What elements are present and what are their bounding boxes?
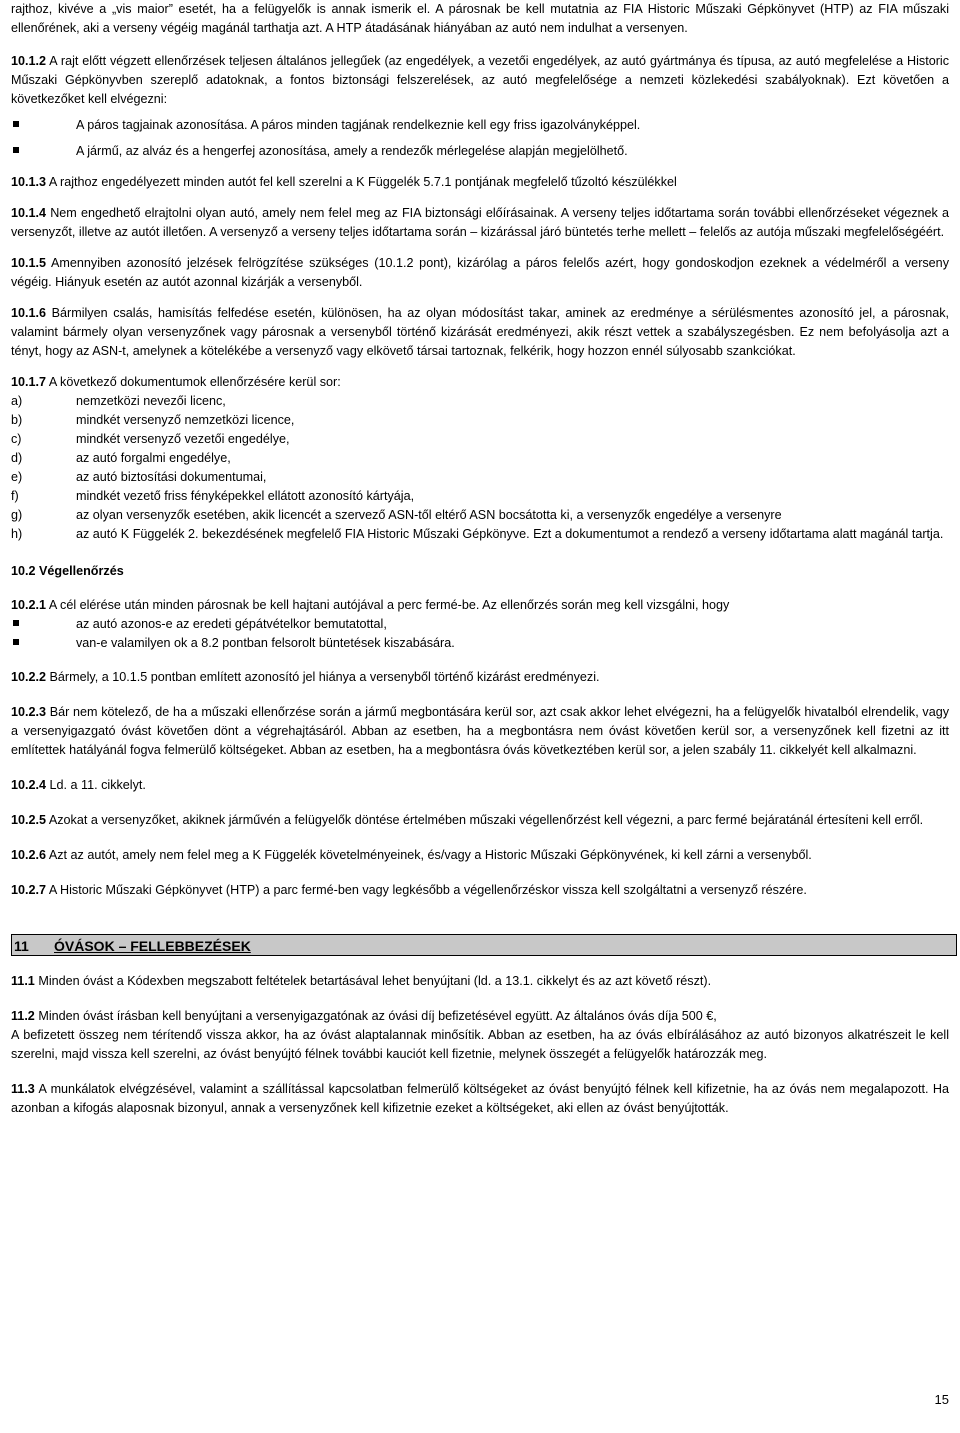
list-item <box>11 392 949 411</box>
clause-text: A rajt előtt végzett ellenőrzések teljesen általános jellegűek (az engedélyek, a vezetői engedélyek, az autó gyártmánya és típusa, az autó megfelelése a Historic Műszaki Gépkönyvben szereplő adatoknak, a fontos biztonsági felszerelések, az autó megfelelősége a nemzeti közlekedési szabályoknak). Ezt követően a következőket kell elvégezni: <box>11 54 949 106</box>
list-item <box>11 487 949 506</box>
document-page <box>11 0 949 1118</box>
clause-10-1-7 <box>11 373 949 392</box>
list-text: az autó forgalmi engedélye, <box>76 451 231 465</box>
clause-number: 10.1.6 <box>11 306 47 320</box>
page-number: 15 <box>934 1392 949 1407</box>
clause-10-2-6 <box>11 846 949 865</box>
list-letter: d) <box>11 451 23 465</box>
clause-number: 11.1 <box>11 974 35 988</box>
clause-10-2-5 <box>11 811 949 830</box>
clause-text: Bármely, a 10.1.5 pontban említett azonosító jel hiánya a versenyből történő kizárást eredményezi. <box>49 670 600 684</box>
clause-text: Minden óvást a Kódexben megszabott feltételek betartásával lehet benyújtani (ld. a 13.1. cikkelyt és az azt követő részt). <box>38 974 712 988</box>
clause-number: 10.2.6 <box>11 848 47 862</box>
clause-number: 11.2 <box>11 1009 35 1023</box>
clause-10-2-7 <box>11 881 949 900</box>
clause-number: 10.2.3 <box>11 705 47 719</box>
list-text: az autó biztosítási dokumentumai, <box>76 470 267 484</box>
clause-text: Azt az autót, amely nem felel meg a K Függelék követelményeinek, és/vagy a Historic Műszaki Gépkönyvének, ki kell zárni a versenyből. <box>48 848 812 862</box>
clause-number: 10.1.4 <box>11 206 47 220</box>
clause-text: A munkálatok elvégzésével, valamint a szállítással kapcsolatban felmerülő költségeket az óvást benyújtó félnek kell kifizetnie, ha az óvás nem megalapozott. Ha azonban a kifogás alaposnak bizonyul, annak a versenyzőnek kell kifizetnie ezeket a költségeket, aki ellen az óvást benyújtották. <box>11 1082 949 1115</box>
clause-number: 11.3 <box>11 1082 35 1096</box>
clause-10-1-4 <box>11 204 949 242</box>
clause-number: 10.1.3 <box>11 175 47 189</box>
list-item <box>11 411 949 430</box>
clause-11-2 <box>11 1007 949 1026</box>
list-letter: e) <box>11 470 23 484</box>
clause-text: A cél elérése után minden párosnak be kell hajtani autójával a perc fermé-be. Az ellenőrzés során meg kell vizsgálni, hogy <box>48 598 730 612</box>
list-text: mindkét vezető friss fényképekkel ellátott azonosító kártyája, <box>76 489 415 503</box>
list-item: van-e valamilyen ok a 8.2 pontban felsorolt büntetések kiszabására. <box>11 634 949 653</box>
clause-number: 10.2.4 <box>11 778 47 792</box>
section-11-heading <box>11 934 957 956</box>
list-letter: g) <box>11 508 23 522</box>
clause-number: 10.1.2 <box>11 54 47 68</box>
section-10-2-heading: 10.2 Végellenőrzés <box>11 564 124 578</box>
list-item <box>11 506 949 525</box>
list-item <box>11 468 949 487</box>
clause-number: 10.2.5 <box>11 813 47 827</box>
clause-number: 10.1.7 <box>11 375 47 389</box>
clause-10-2-1 <box>11 596 949 615</box>
list-letter: f) <box>11 489 19 503</box>
bullet-list <box>11 116 949 161</box>
clause-10-1-5 <box>11 254 949 292</box>
clause-10-1-6 <box>11 304 949 361</box>
list-text: nemzetközi nevezői licenc, <box>76 394 226 408</box>
list-letter: a) <box>11 394 23 408</box>
list-item: az autó azonos-e az eredeti gépátvételkor bemutatottal, <box>11 615 949 634</box>
lettered-list <box>11 392 949 544</box>
clause-11-1 <box>11 972 949 991</box>
clause-10-2-2 <box>11 668 949 687</box>
clause-text: Minden óvást írásban kell benyújtani a versenyigazgatónak az óvási díj befizetésével együtt. Az általános óvás díja 500 €, <box>38 1009 717 1023</box>
clause-text: Amennyiben azonosító jelzések felrögzítése szükséges (10.1.2 pont), kizárólag a páros felelős azért, hogy gondoskodjon ezeknek a védelméről a verseny végéig. Hiányuk esetén az autót azonnal kizárják a versenyből. <box>11 256 949 289</box>
clause-text: A rajthoz engedélyezett minden autót fel kell szerelni a K Függelék 5.7.1 pontjának megfelelő tűzoltó készülékkel <box>48 175 677 189</box>
clause-text: Nem engedhető elrajtolni olyan autó, amely nem felel meg az FIA biztonsági előírásainak. A verseny teljes időtartama során további ellenőrzéseket végeznek a versenyzőt, illetve az autót illetően. A versenyző a verseny teljes időtartama során – kizárással járó büntetés terhe mellett – felelős az autója műszaki megfelelőségéért. <box>11 206 949 239</box>
list-item: A jármű, az alváz és a hengerfej azonosítása, amely a rendezők mérlegelése alapján megjelölhető. <box>11 142 949 161</box>
clause-text: A Historic Műszaki Gépkönyvet (HTP) a parc fermé-ben vagy legkésőbb a végellenőrzéskor vissza kell szolgáltatni a versenyző részére. <box>48 883 807 897</box>
clause-11-3 <box>11 1080 949 1118</box>
clause-10-1-2 <box>11 52 949 109</box>
clause-number: 10.2.7 <box>11 883 47 897</box>
section-number: 11 <box>14 938 29 954</box>
list-item: A páros tagjainak azonosítása. A páros minden tagjának rendelkeznie kell egy friss igazolványképpel. <box>11 116 949 135</box>
section-title: ÓVÁSOK – FELLEBBEZÉSEK <box>54 938 251 954</box>
clause-number: 10.2.2 <box>11 670 47 684</box>
list-text: az olyan versenyzők esetében, akik licencét a szervező ASN-től eltérő ASN bocsátotta ki, a versenyzők engedélye a versenyre <box>76 508 782 522</box>
intro-paragraph: rajthoz, kivéve a „vis maior” esetét, ha a felügyelők is annak ismerik el. A párosnak be kell mutatnia az FIA Historic Műszaki Gépkönyvet (HTP) az FIA műszaki ellenőrének, aki a verseny végéig magánál tarthatja azt. A HTP átadásának hiányában az autó nem indulhat a versenyen. <box>11 2 949 35</box>
list-item <box>11 525 949 544</box>
clause-text: A következő dokumentumok ellenőrzésére kerül sor: <box>48 375 341 389</box>
clause-10-1-3 <box>11 173 949 192</box>
clause-number: 10.1.5 <box>11 256 47 270</box>
list-item <box>11 430 949 449</box>
list-text: mindkét versenyző vezetői engedélye, <box>76 432 290 446</box>
list-letter: c) <box>11 432 22 446</box>
clause-number: 10.2.1 <box>11 598 47 612</box>
clause-text: Bár nem kötelező, de ha a műszaki ellenőrzése során a jármű megbontására kerül sor, azt csak akkor lehet elvégezni, ha a felügyelők hivatalból elrendelik, vagy a versenyigazgató óvást követően dönt a végrehajtásáról. Abban az esetben, ha a megbontásra nem óvást követően kerül sor, a versenyzőnek kell fizetni az itt említettek hatályánál fogva felmerülő költségeket. Abban az esetben, ha a megbontásra óvás következtében kerül sor, a jelen szabály 11. cikkelyét kell alkalmazni. <box>11 705 949 757</box>
list-text: mindkét versenyző nemzetközi licence, <box>76 413 295 427</box>
list-item <box>11 449 949 468</box>
clause-10-2-4 <box>11 776 949 795</box>
clause-11-2-continued: A befizetett összeg nem térítendő vissza akkor, ha az óvást alaptalannak minősítik. Abban az esetben, ha az óvás elbírálásához az autó bizonyos alkatrészeit le kell szerelni, majd vissza kell szerelni, az óvást benyújtó félnek további kauciót kell fizetnie, melynek összegét a felügyelők határozzák meg. <box>11 1028 949 1061</box>
list-letter: b) <box>11 413 23 427</box>
clause-10-2-3 <box>11 703 949 760</box>
list-text: az autó K Függelék 2. bekezdésének megfelelő FIA Historic Műszaki Gépkönyve. Ezt a dokumentumot a rendező a verseny időtartama alatt magánál tartja. <box>76 527 944 541</box>
clause-text: Ld. a 11. cikkelyt. <box>49 778 146 792</box>
list-letter: h) <box>11 527 23 541</box>
bullet-list <box>11 615 949 653</box>
clause-text: Bármilyen csalás, hamisítás felfedése esetén, különösen, ha az olyan módosítást takar, aminek az eredménye a sérülésmentes azonosító jel, a párosnak, valamint bármely olyan versenyzőnek vagy párosnak a versenyből történő kizárását eredményezi, akik részt vettek a szabályszegésben. Ez nem befolyásolja azt a tényt, hogy az ASN-t, amelynek a kötelékébe a versenyző vagy elkövető társai tartoznak, felkérik, hogy hozzon ennél súlyosabb szankciókat. <box>11 306 950 358</box>
clause-text: Azokat a versenyzőket, akiknek járművén a felügyelők döntése értelmében műszaki végellenőrzést kell végezni, a parc fermé bejáratánál értesíteni kell erről. <box>48 813 924 827</box>
